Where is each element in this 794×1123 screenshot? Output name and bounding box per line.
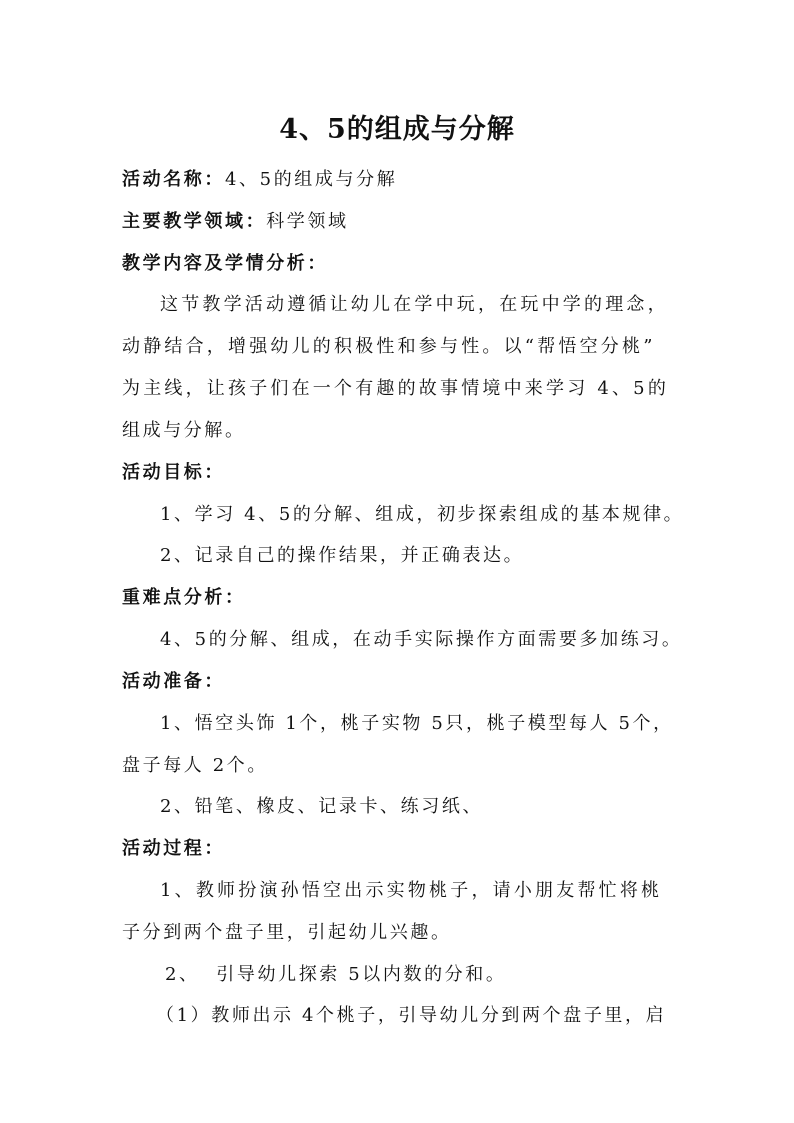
prep-heading: 活动准备： <box>122 671 225 692</box>
content-heading: 教学内容及学情分析： <box>122 253 328 274</box>
domain-row <box>122 207 682 237</box>
content-line-1: 这节教学活动遵循让幼儿在学中玩，在玩中学的理念， <box>160 294 669 315</box>
activity-name-value: 4、5的组成与分解 <box>225 169 398 190</box>
prep-line-1: 1、悟空头饰 1个，桃子实物 5只，桃子模型每人 5个， <box>160 713 674 734</box>
content-line-2: 动静结合，增强幼儿的积极性和参与性。以“帮悟空分桃” <box>122 336 656 357</box>
domain-label: 主要教学领域： <box>122 211 267 232</box>
process-line-3: 2、 引导幼儿探索 5以内数的分和。 <box>165 964 507 985</box>
prep-line-2: 盘子每人 2个。 <box>122 755 268 776</box>
process-heading: 活动过程： <box>122 838 225 859</box>
difficulty-text: 4、5的分解、组成，在动手实际操作方面需要多加练习。 <box>160 629 683 650</box>
activity-name-label: 活动名称： <box>122 169 225 190</box>
activity-name-row <box>122 165 682 195</box>
content-line-4: 组成与分解。 <box>122 420 246 441</box>
process-line-4: （1）教师出示 4个桃子，引导幼儿分到两个盘子里，启 <box>156 1005 667 1026</box>
prep-line-3: 2、铅笔、橡皮、记录卡、练习纸、 <box>160 796 484 817</box>
domain-value: 科学领域 <box>266 211 349 232</box>
document-title: 4、5的组成与分解 <box>279 114 515 145</box>
process-line-1: 1、教师扮演孙悟空出示实物桃子，请小朋友帮忙将桃 <box>160 880 663 901</box>
content-line-3: 为主线，让孩子们在一个有趣的故事情境中来学习 4、5的 <box>122 378 670 399</box>
goal-item-1: 1、学习 4、5的分解、组成，初步探索组成的基本规律。 <box>160 504 685 525</box>
goal-item-2: 2、记录自己的操作结果，并正确表达。 <box>160 545 525 566</box>
goals-heading: 活动目标： <box>122 462 225 483</box>
difficulty-heading: 重难点分析： <box>122 587 246 608</box>
process-line-2: 子分到两个盘子里，引起幼儿兴趣。 <box>122 922 452 943</box>
